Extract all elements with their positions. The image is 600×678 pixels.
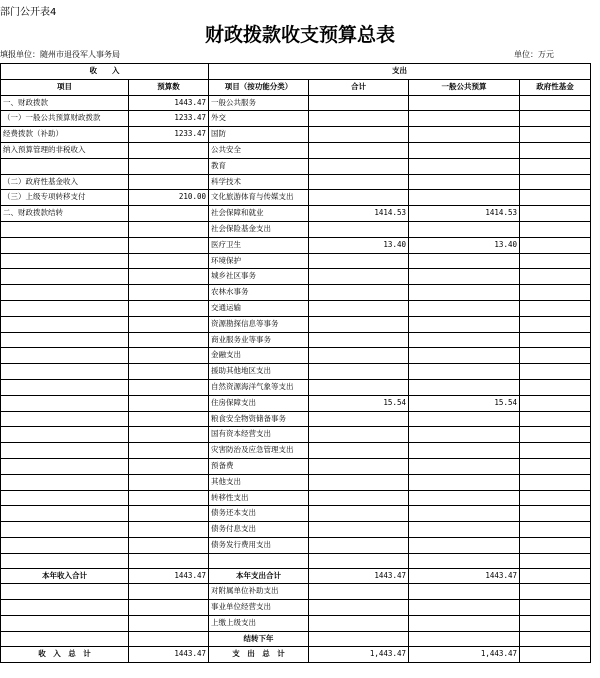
table-row — [1, 237, 591, 253]
income-value — [129, 600, 209, 616]
expense-fund — [520, 364, 591, 380]
expense-item: 上缴上级支出 — [209, 615, 309, 631]
income-value: 1443.47 — [129, 95, 209, 111]
income-item — [1, 269, 129, 285]
expense-grand-total: 1,443.47 — [309, 647, 409, 663]
table-row — [1, 522, 591, 538]
income-value — [129, 206, 209, 222]
table-row — [1, 174, 591, 190]
table-row — [1, 553, 591, 568]
expense-total — [309, 300, 409, 316]
money-unit: 单位：万元 — [514, 50, 554, 59]
expense-grand-general: 1,443.47 — [409, 647, 520, 663]
expense-item: 对附属单位补助支出 — [209, 584, 309, 600]
expense-fund — [520, 158, 591, 174]
income-total-label: 本年收入合计 — [1, 568, 129, 584]
income-item — [1, 411, 129, 427]
expense-fund — [520, 300, 591, 316]
income-value — [129, 269, 209, 285]
expense-item: 自然资源海洋气象等支出 — [209, 379, 309, 395]
expense-item: 社会保障和就业 — [209, 206, 309, 222]
expense-item: 资源勘探信息等事务 — [209, 316, 309, 332]
income-value — [129, 285, 209, 301]
income-item — [1, 379, 129, 395]
header-row-1 — [1, 64, 591, 80]
income-item — [1, 395, 129, 411]
table-row — [1, 253, 591, 269]
income-item — [1, 348, 129, 364]
grand-total-row — [1, 647, 591, 663]
expense-total — [309, 490, 409, 506]
expense-item: 交通运输 — [209, 300, 309, 316]
income-value — [129, 253, 209, 269]
expense-general: 13.40 — [409, 237, 520, 253]
expense-item: 债务还本支出 — [209, 506, 309, 522]
income-value — [129, 458, 209, 474]
expense-total — [309, 316, 409, 332]
expense-general — [409, 490, 520, 506]
expense-fund — [520, 395, 591, 411]
expense-item: 一般公共服务 — [209, 95, 309, 111]
expense-total — [309, 142, 409, 158]
expense-general — [409, 474, 520, 490]
expense-general — [409, 615, 520, 631]
expense-fund — [520, 95, 591, 111]
expense-general — [409, 95, 520, 111]
table-row — [1, 300, 591, 316]
expense-fund — [520, 506, 591, 522]
expense-total — [309, 537, 409, 553]
expense-general — [409, 348, 520, 364]
table-row — [1, 285, 591, 301]
expense-general — [409, 411, 520, 427]
expense-item: 商业服务业等事务 — [209, 332, 309, 348]
expense-total — [309, 269, 409, 285]
expense-fund — [520, 237, 591, 253]
expense-general — [409, 553, 520, 568]
income-value — [129, 631, 209, 647]
expense-total — [309, 253, 409, 269]
expense-item: 医疗卫生 — [209, 237, 309, 253]
expense-general — [409, 522, 520, 538]
expense-item: 国防 — [209, 127, 309, 143]
expense-item: 文化旅游体育与传媒支出 — [209, 190, 309, 206]
table-row — [1, 427, 591, 443]
expense-fund — [520, 190, 591, 206]
income-value — [129, 221, 209, 237]
income-value — [129, 332, 209, 348]
expense-total — [309, 443, 409, 459]
budget-col-header: 预算数 — [129, 79, 209, 95]
income-value: 1233.47 — [129, 111, 209, 127]
expense-fund — [520, 615, 591, 631]
expense-general — [409, 631, 520, 647]
income-item: （三）上级专项转移支付 — [1, 190, 129, 206]
expense-total — [309, 474, 409, 490]
income-item — [1, 615, 129, 631]
expense-total-sum: 1443.47 — [309, 568, 409, 584]
income-item — [1, 300, 129, 316]
expense-total: 13.40 — [309, 237, 409, 253]
expense-item: 外交 — [209, 111, 309, 127]
expense-general — [409, 285, 520, 301]
income-item — [1, 427, 129, 443]
expense-item: 社会保险基金支出 — [209, 221, 309, 237]
totals-row — [1, 568, 591, 584]
expense-total — [309, 364, 409, 380]
income-value — [129, 553, 209, 568]
table-row — [1, 269, 591, 285]
page-title: 财政拨款收支预算总表 — [204, 24, 395, 46]
expense-general — [409, 584, 520, 600]
expense-item: 教育 — [209, 158, 309, 174]
table-row — [1, 158, 591, 174]
income-value — [129, 411, 209, 427]
doc-code: 部门公开表4 — [0, 7, 57, 18]
expense-general — [409, 269, 520, 285]
table-row — [1, 458, 591, 474]
table-row — [1, 379, 591, 395]
expense-total — [309, 285, 409, 301]
expense-total — [309, 600, 409, 616]
income-item — [1, 158, 129, 174]
income-item — [1, 584, 129, 600]
expense-fund — [520, 631, 591, 647]
expense-fund — [520, 316, 591, 332]
expense-general — [409, 158, 520, 174]
income-item — [1, 443, 129, 459]
table-row — [1, 506, 591, 522]
fund-col-header: 政府性基金 — [520, 79, 591, 95]
expense-total — [309, 174, 409, 190]
income-item: 二、财政拨款结转 — [1, 206, 129, 222]
income-item — [1, 237, 129, 253]
expense-total — [309, 95, 409, 111]
expense-general — [409, 332, 520, 348]
table-row — [1, 142, 591, 158]
expense-fund — [520, 522, 591, 538]
total-col-header: 合计 — [309, 79, 409, 95]
expense-total — [309, 411, 409, 427]
carry-row — [1, 631, 591, 647]
expense-item: 住房保障支出 — [209, 395, 309, 411]
expense-header: 支出 — [209, 64, 591, 80]
income-item — [1, 253, 129, 269]
budget-table — [0, 63, 591, 663]
table-row — [1, 537, 591, 553]
expense-total — [309, 615, 409, 631]
table-row — [1, 490, 591, 506]
expense-fund — [520, 127, 591, 143]
expense-fund — [520, 584, 591, 600]
income-value — [129, 474, 209, 490]
income-value — [129, 300, 209, 316]
item-col-header: 项目 — [1, 79, 129, 95]
income-item: （二）政府性基金收入 — [1, 174, 129, 190]
expense-total — [309, 221, 409, 237]
fill-unit: 填报单位：随州市退役军人事务局 — [0, 50, 120, 59]
table-row — [1, 206, 591, 222]
expense-general — [409, 253, 520, 269]
expense-general — [409, 506, 520, 522]
income-value — [129, 537, 209, 553]
table-row — [1, 395, 591, 411]
expense-fund — [520, 600, 591, 616]
expense-fund — [520, 174, 591, 190]
table-row — [1, 190, 591, 206]
expense-fund — [520, 490, 591, 506]
income-item: 一、财政拨款 — [1, 95, 129, 111]
expense-total — [309, 158, 409, 174]
expense-fund — [520, 553, 591, 568]
income-value — [129, 364, 209, 380]
expense-item: 农林水事务 — [209, 285, 309, 301]
expense-total — [309, 427, 409, 443]
income-value — [129, 348, 209, 364]
income-total-value: 1443.47 — [129, 568, 209, 584]
expense-general — [409, 379, 520, 395]
income-grand-label: 收 入 总 计 — [1, 647, 129, 663]
general-col-header: 一般公共预算 — [409, 79, 520, 95]
income-item — [1, 522, 129, 538]
income-item — [1, 631, 129, 647]
expense-general — [409, 364, 520, 380]
expense-fund — [520, 348, 591, 364]
income-value — [129, 174, 209, 190]
expense-general — [409, 443, 520, 459]
expense-fund — [520, 111, 591, 127]
table-row — [1, 332, 591, 348]
expense-total — [309, 522, 409, 538]
income-value — [129, 316, 209, 332]
table-row — [1, 474, 591, 490]
income-item — [1, 600, 129, 616]
table-row — [1, 364, 591, 380]
income-item — [1, 490, 129, 506]
expense-item: 城乡社区事务 — [209, 269, 309, 285]
expense-fund — [520, 458, 591, 474]
expense-item: 转移性支出 — [209, 490, 309, 506]
income-value — [129, 615, 209, 631]
expense-total — [309, 190, 409, 206]
table-row — [1, 443, 591, 459]
expense-general — [409, 427, 520, 443]
expense-general — [409, 600, 520, 616]
expense-item: 科学技术 — [209, 174, 309, 190]
expense-total — [309, 506, 409, 522]
expense-fund — [520, 427, 591, 443]
table-row — [1, 111, 591, 127]
expense-general — [409, 142, 520, 158]
expense-total-general: 1443.47 — [409, 568, 520, 584]
income-item — [1, 332, 129, 348]
expense-total-fund — [520, 568, 591, 584]
expense-item: 国有资本经营支出 — [209, 427, 309, 443]
table-row — [1, 411, 591, 427]
expense-general — [409, 221, 520, 237]
expense-total: 15.54 — [309, 395, 409, 411]
income-item — [1, 316, 129, 332]
expense-item: 债务发行费用支出 — [209, 537, 309, 553]
expense-fund — [520, 285, 591, 301]
expense-fund — [520, 443, 591, 459]
expense-fund — [520, 537, 591, 553]
expense-total — [309, 458, 409, 474]
table-row — [1, 600, 591, 616]
income-item — [1, 537, 129, 553]
expense-general — [409, 174, 520, 190]
expense-general — [409, 300, 520, 316]
expense-item — [209, 553, 309, 568]
expense-grand-label: 支 出 总 计 — [209, 647, 309, 663]
income-item — [1, 553, 129, 568]
income-value — [129, 142, 209, 158]
income-header: 收 入 — [1, 64, 209, 80]
income-value: 210.00 — [129, 190, 209, 206]
expense-general — [409, 316, 520, 332]
table-row — [1, 316, 591, 332]
income-item — [1, 221, 129, 237]
expense-total — [309, 348, 409, 364]
income-item: 经费拨款（补助） — [1, 127, 129, 143]
income-value — [129, 584, 209, 600]
table-row — [1, 127, 591, 143]
expense-general — [409, 111, 520, 127]
expense-total — [309, 111, 409, 127]
expense-total-label: 本年支出合计 — [209, 568, 309, 584]
expense-general — [409, 190, 520, 206]
expense-total — [309, 631, 409, 647]
expense-item: 援助其他地区支出 — [209, 364, 309, 380]
expense-item: 环境保护 — [209, 253, 309, 269]
expense-item: 粮食安全物资储备事务 — [209, 411, 309, 427]
exp-item-col-header: 项目（按功能分类） — [209, 79, 309, 95]
income-value — [129, 427, 209, 443]
table-row — [1, 615, 591, 631]
income-grand-value: 1443.47 — [129, 647, 209, 663]
expense-fund — [520, 379, 591, 395]
income-item — [1, 364, 129, 380]
income-item — [1, 458, 129, 474]
expense-total — [309, 127, 409, 143]
expense-total — [309, 553, 409, 568]
expense-fund — [520, 411, 591, 427]
income-value — [129, 490, 209, 506]
expense-fund — [520, 206, 591, 222]
expense-general: 15.54 — [409, 395, 520, 411]
table-row — [1, 348, 591, 364]
income-value — [129, 443, 209, 459]
expense-total — [309, 332, 409, 348]
expense-item: 预备费 — [209, 458, 309, 474]
income-item — [1, 506, 129, 522]
income-item — [1, 474, 129, 490]
expense-grand-fund — [520, 647, 591, 663]
expense-fund — [520, 253, 591, 269]
expense-item: 其他支出 — [209, 474, 309, 490]
income-value: 1233.47 — [129, 127, 209, 143]
expense-item: 金融支出 — [209, 348, 309, 364]
expense-fund — [520, 142, 591, 158]
expense-fund — [520, 474, 591, 490]
income-value — [129, 158, 209, 174]
expense-general: 1414.53 — [409, 206, 520, 222]
expense-item: 事业单位经营支出 — [209, 600, 309, 616]
income-value — [129, 395, 209, 411]
header-row-2 — [1, 79, 591, 95]
expense-fund — [520, 332, 591, 348]
income-value — [129, 379, 209, 395]
expense-fund — [520, 221, 591, 237]
expense-general — [409, 127, 520, 143]
income-item: 纳入预算管理的非税收入 — [1, 142, 129, 158]
expense-total: 1414.53 — [309, 206, 409, 222]
expense-item: 灾害防治及应急管理支出 — [209, 443, 309, 459]
expense-item: 债务付息支出 — [209, 522, 309, 538]
income-value — [129, 522, 209, 538]
table-row — [1, 221, 591, 237]
expense-item: 公共安全 — [209, 142, 309, 158]
expense-total — [309, 584, 409, 600]
expense-general — [409, 537, 520, 553]
income-value — [129, 237, 209, 253]
income-item — [1, 285, 129, 301]
expense-fund — [520, 269, 591, 285]
carry-label: 结转下年 — [209, 631, 309, 647]
expense-general — [409, 458, 520, 474]
table-row — [1, 95, 591, 111]
income-value — [129, 506, 209, 522]
table-row — [1, 584, 591, 600]
expense-total — [309, 379, 409, 395]
income-item: （一）一般公共预算财政拨款 — [1, 111, 129, 127]
